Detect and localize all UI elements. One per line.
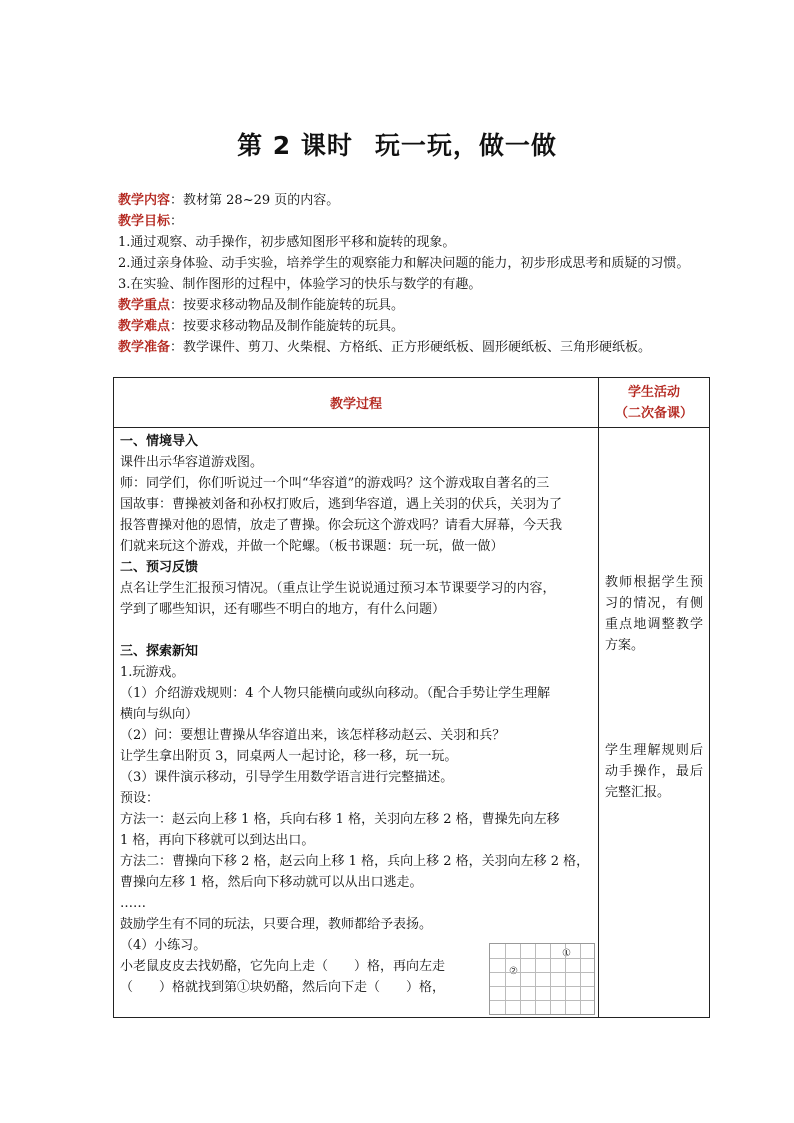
key-point-text: ：按要求移动物品及制作能旋转的玩具。 <box>170 298 405 313</box>
section-heading: 三、探索新知 <box>120 644 199 659</box>
table-header-row <box>114 378 710 428</box>
student-activity-note-2: 学生理解规则后动手操作，最后完整汇报。 <box>605 743 703 800</box>
goal-2: 2.通过亲身体验、动手实验，培养学生的观察能力和解决问题的能力，初步形成思考和质疑的习惯。 <box>118 256 690 271</box>
process-line: 学到了哪些知识，还有哪些不明白的地方，有什么问题） <box>120 602 446 617</box>
difficulty-text: ：按要求移动物品及制作能旋转的玩具。 <box>170 319 405 334</box>
grid-line <box>535 944 536 1014</box>
process-line: 横向与纵向） <box>120 707 199 722</box>
preparation-text: ：教学课件、剪刀、火柴棍、方格纸、正方形硬纸板、圆形硬纸板、三角形硬纸板。 <box>170 340 652 355</box>
section-heading: 一、情境导入 <box>120 434 199 449</box>
difficulty-label: 教学难点 <box>118 319 171 334</box>
header-student-activity-line2: （二次备课） <box>614 405 693 421</box>
student-activity-cell <box>599 428 710 1018</box>
grid-line <box>505 944 506 1014</box>
cheese-grid-figure <box>489 943 595 1015</box>
header-student-activity-line1: 学生活动 <box>627 384 680 400</box>
lesson-number: 第 2 课时 <box>237 131 353 160</box>
process-line: 方法二：曹操向下移 2 格，赵云向上移 1 格，兵向上移 2 格，关羽向左移 2 格， <box>120 854 590 869</box>
teaching-process-table <box>113 377 710 1018</box>
grid-line <box>580 944 581 1014</box>
process-line: （4）小练习。 <box>120 938 207 953</box>
header-student-activity <box>599 378 710 428</box>
lesson-name: 玩一玩，做一做 <box>374 131 557 160</box>
preparation-label: 教学准备 <box>118 340 171 355</box>
grid-line <box>490 958 594 959</box>
goals-colon: ： <box>170 214 184 229</box>
goal-3: 3.在实验、制作图形的过程中，体验学习的快乐与数学的有趣。 <box>118 277 482 292</box>
grid-line <box>520 944 521 1014</box>
header-process: 教学过程 <box>114 378 599 428</box>
goals-row <box>118 211 698 232</box>
table-body-row <box>114 428 710 1018</box>
goal-1: 1.通过观察、动手操作，初步感知图形平移和旋转的现象。 <box>118 235 456 250</box>
process-line: 1 格，再向下移就可以到达出口。 <box>120 833 315 848</box>
process-line: （1）介绍游戏规则：4 个人物只能横向或纵向移动。（配合手势让学生理解 <box>120 686 551 701</box>
content-text: ：教材第 28~29 页的内容。 <box>170 193 340 208</box>
content-label: 教学内容 <box>118 193 171 208</box>
grid-line <box>490 972 594 973</box>
process-line: 曹操向左移 1 格，然后向下移动就可以从出口逃走。 <box>120 875 423 890</box>
process-line: 让学生拿出附页 3，同桌两人一起讨论，移一移，玩一玩。 <box>120 749 458 764</box>
grid-line <box>550 944 551 1014</box>
grid-line <box>490 986 594 987</box>
lesson-info <box>118 190 698 358</box>
process-line: 师：同学们，你们听说过一个叫“华容道”的游戏吗？这个游戏取自著名的三 <box>120 476 550 491</box>
key-point-row <box>118 295 698 316</box>
process-line: （2）问：要想让曹操从华容道出来，该怎样移动赵云、关羽和兵？ <box>120 728 506 743</box>
page-title <box>0 126 794 162</box>
process-line: 1.玩游戏。 <box>120 665 185 680</box>
cheese-1-marker: ① <box>562 948 571 959</box>
process-line: 们就来玩这个游戏，并做一个陀螺。（板书课题：玩一玩，做一做） <box>120 539 504 554</box>
preparation-row <box>118 337 698 358</box>
process-line: （ ）格就找到第①块奶酪，然后向下走（ ）格， <box>120 980 446 995</box>
cheese-2-marker: ② <box>509 966 518 977</box>
process-line: 课件出示华容道游戏图。 <box>120 455 264 470</box>
student-activity-note-1: 教师根据学生预习的情况，有侧重点地调整教学方案。 <box>605 575 703 653</box>
process-line: 报答曹操对他的恩情，放走了曹操。你会玩这个游戏吗？请看大屏幕，今天我 <box>120 518 563 533</box>
process-line: 点名让学生汇报预习情况。（重点让学生说说通过预习本节课要学习的内容， <box>120 581 556 596</box>
process-line: 小老鼠皮皮去找奶酪，它先向上走（ ）格，再向左走 <box>120 959 446 974</box>
process-line: 预设： <box>120 791 160 806</box>
section-heading: 二、预习反馈 <box>120 560 199 575</box>
goals-label: 教学目标 <box>118 214 171 229</box>
process-line: 国故事：曹操被刘备和孙权打败后，逃到华容道，遇上关羽的伏兵，关羽为了 <box>120 497 563 512</box>
grid-line <box>565 944 566 1014</box>
process-line: 鼓励学生有不同的玩法，只要合理，教师都给予表扬。 <box>120 917 433 932</box>
grid-line <box>490 1000 594 1001</box>
process-line: （3）课件演示移动，引导学生用数学语言进行完整描述。 <box>120 770 454 785</box>
process-line <box>120 620 592 641</box>
process-cell <box>114 428 599 1018</box>
content-row <box>118 190 698 211</box>
process-line: 方法一：赵云向上移 1 格，兵向右移 1 格，关羽向左移 2 格，曹操先向左移 <box>120 812 560 827</box>
key-point-label: 教学重点 <box>118 298 171 313</box>
difficulty-row <box>118 316 698 337</box>
process-line: …… <box>120 896 146 911</box>
